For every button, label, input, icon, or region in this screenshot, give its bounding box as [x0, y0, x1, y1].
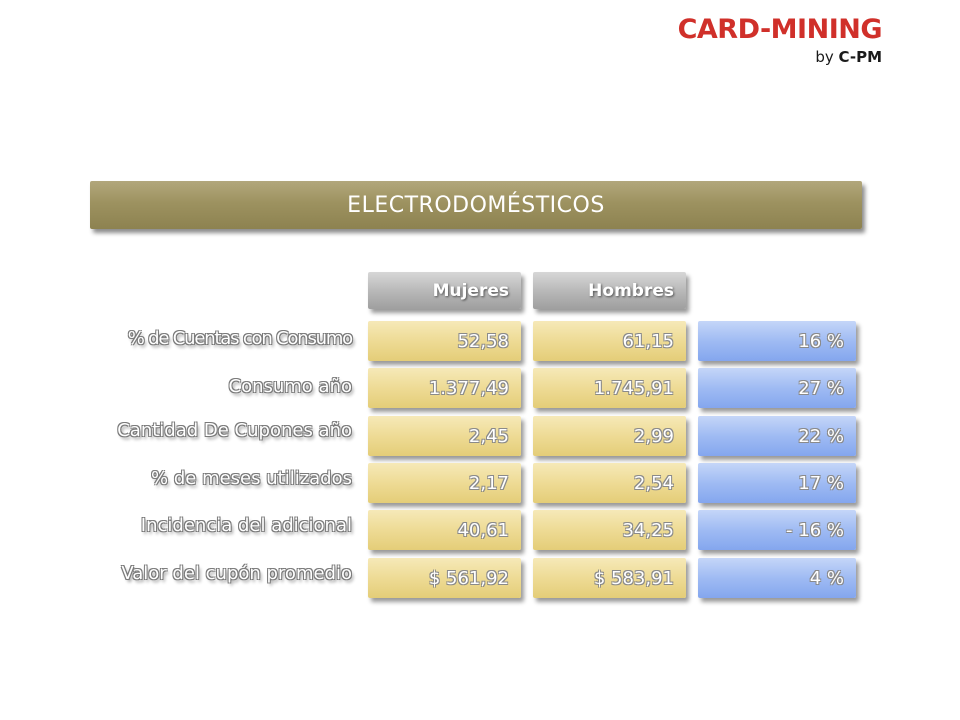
- cell-value: $ 561,92: [428, 567, 509, 589]
- page-title: ELECTRODOMÉSTICOS: [347, 192, 605, 218]
- cell-mujeres-valor-cupon: [368, 558, 521, 598]
- row-label-valor-cupon: Valor del cupón promedio: [121, 563, 352, 584]
- cell-value: 40,61: [457, 519, 509, 541]
- logo-main-text: CARD-MINING: [677, 14, 882, 45]
- cell-diff-incidencia-adicional: [698, 510, 856, 550]
- cell-value: 34,25: [622, 519, 674, 541]
- column-header-mujeres-label: Mujeres: [432, 280, 509, 301]
- cell-value: - 16 %: [786, 519, 844, 541]
- row-label-cuentas-consumo: % de Cuentas con Consumo: [127, 328, 352, 349]
- cell-hombres-consumo-anio: [533, 368, 686, 408]
- cell-value: 2,17: [468, 472, 509, 494]
- cell-hombres-cantidad-cupones: [533, 416, 686, 456]
- column-header-mujeres: [368, 272, 521, 309]
- cell-mujeres-incidencia-adicional: [368, 510, 521, 550]
- cell-value: 27 %: [798, 377, 844, 399]
- row-label-meses-utilizados: % de meses utilizados: [151, 468, 352, 489]
- cell-mujeres-cuentas-consumo: [368, 321, 521, 361]
- cell-mujeres-cantidad-cupones: [368, 416, 521, 456]
- cell-hombres-cuentas-consumo: [533, 321, 686, 361]
- cell-value: 2,54: [633, 472, 674, 494]
- logo-sub-prefix: by: [815, 48, 839, 66]
- cell-value: 1.377,49: [428, 377, 509, 399]
- logo-sub-brand: C-PM: [838, 48, 882, 66]
- cell-value: 2,99: [633, 425, 674, 447]
- cell-value: 1.745,91: [593, 377, 674, 399]
- row-label-consumo-anio: Consumo año: [228, 376, 352, 397]
- cell-value: 2,45: [468, 425, 509, 447]
- cell-hombres-incidencia-adicional: [533, 510, 686, 550]
- cell-value: 4 %: [809, 567, 844, 589]
- title-banner: [90, 181, 862, 229]
- column-header-hombres-label: Hombres: [588, 280, 674, 301]
- row-label-incidencia-adicional: Incidencia del adicional: [140, 515, 352, 536]
- column-header-hombres: [533, 272, 686, 309]
- cell-mujeres-meses-utilizados: [368, 463, 521, 503]
- cell-mujeres-consumo-anio: [368, 368, 521, 408]
- row-label-cantidad-cupones: Cantidad De Cupones año: [117, 420, 352, 441]
- cell-value: 61,15: [622, 330, 674, 352]
- cell-hombres-valor-cupon: [533, 558, 686, 598]
- cell-diff-meses-utilizados: [698, 463, 856, 503]
- cell-value: 52,58: [457, 330, 509, 352]
- cell-hombres-meses-utilizados: [533, 463, 686, 503]
- cell-value: 16 %: [798, 330, 844, 352]
- cell-diff-cantidad-cupones: [698, 416, 856, 456]
- cell-diff-consumo-anio: [698, 368, 856, 408]
- logo-sub-text: [815, 48, 882, 66]
- card-mining-logo: [677, 14, 922, 66]
- cell-diff-cuentas-consumo: [698, 321, 856, 361]
- cell-diff-valor-cupon: [698, 558, 856, 598]
- cell-value: $ 583,91: [593, 567, 674, 589]
- cell-value: 22 %: [798, 425, 844, 447]
- cell-value: 17 %: [798, 472, 844, 494]
